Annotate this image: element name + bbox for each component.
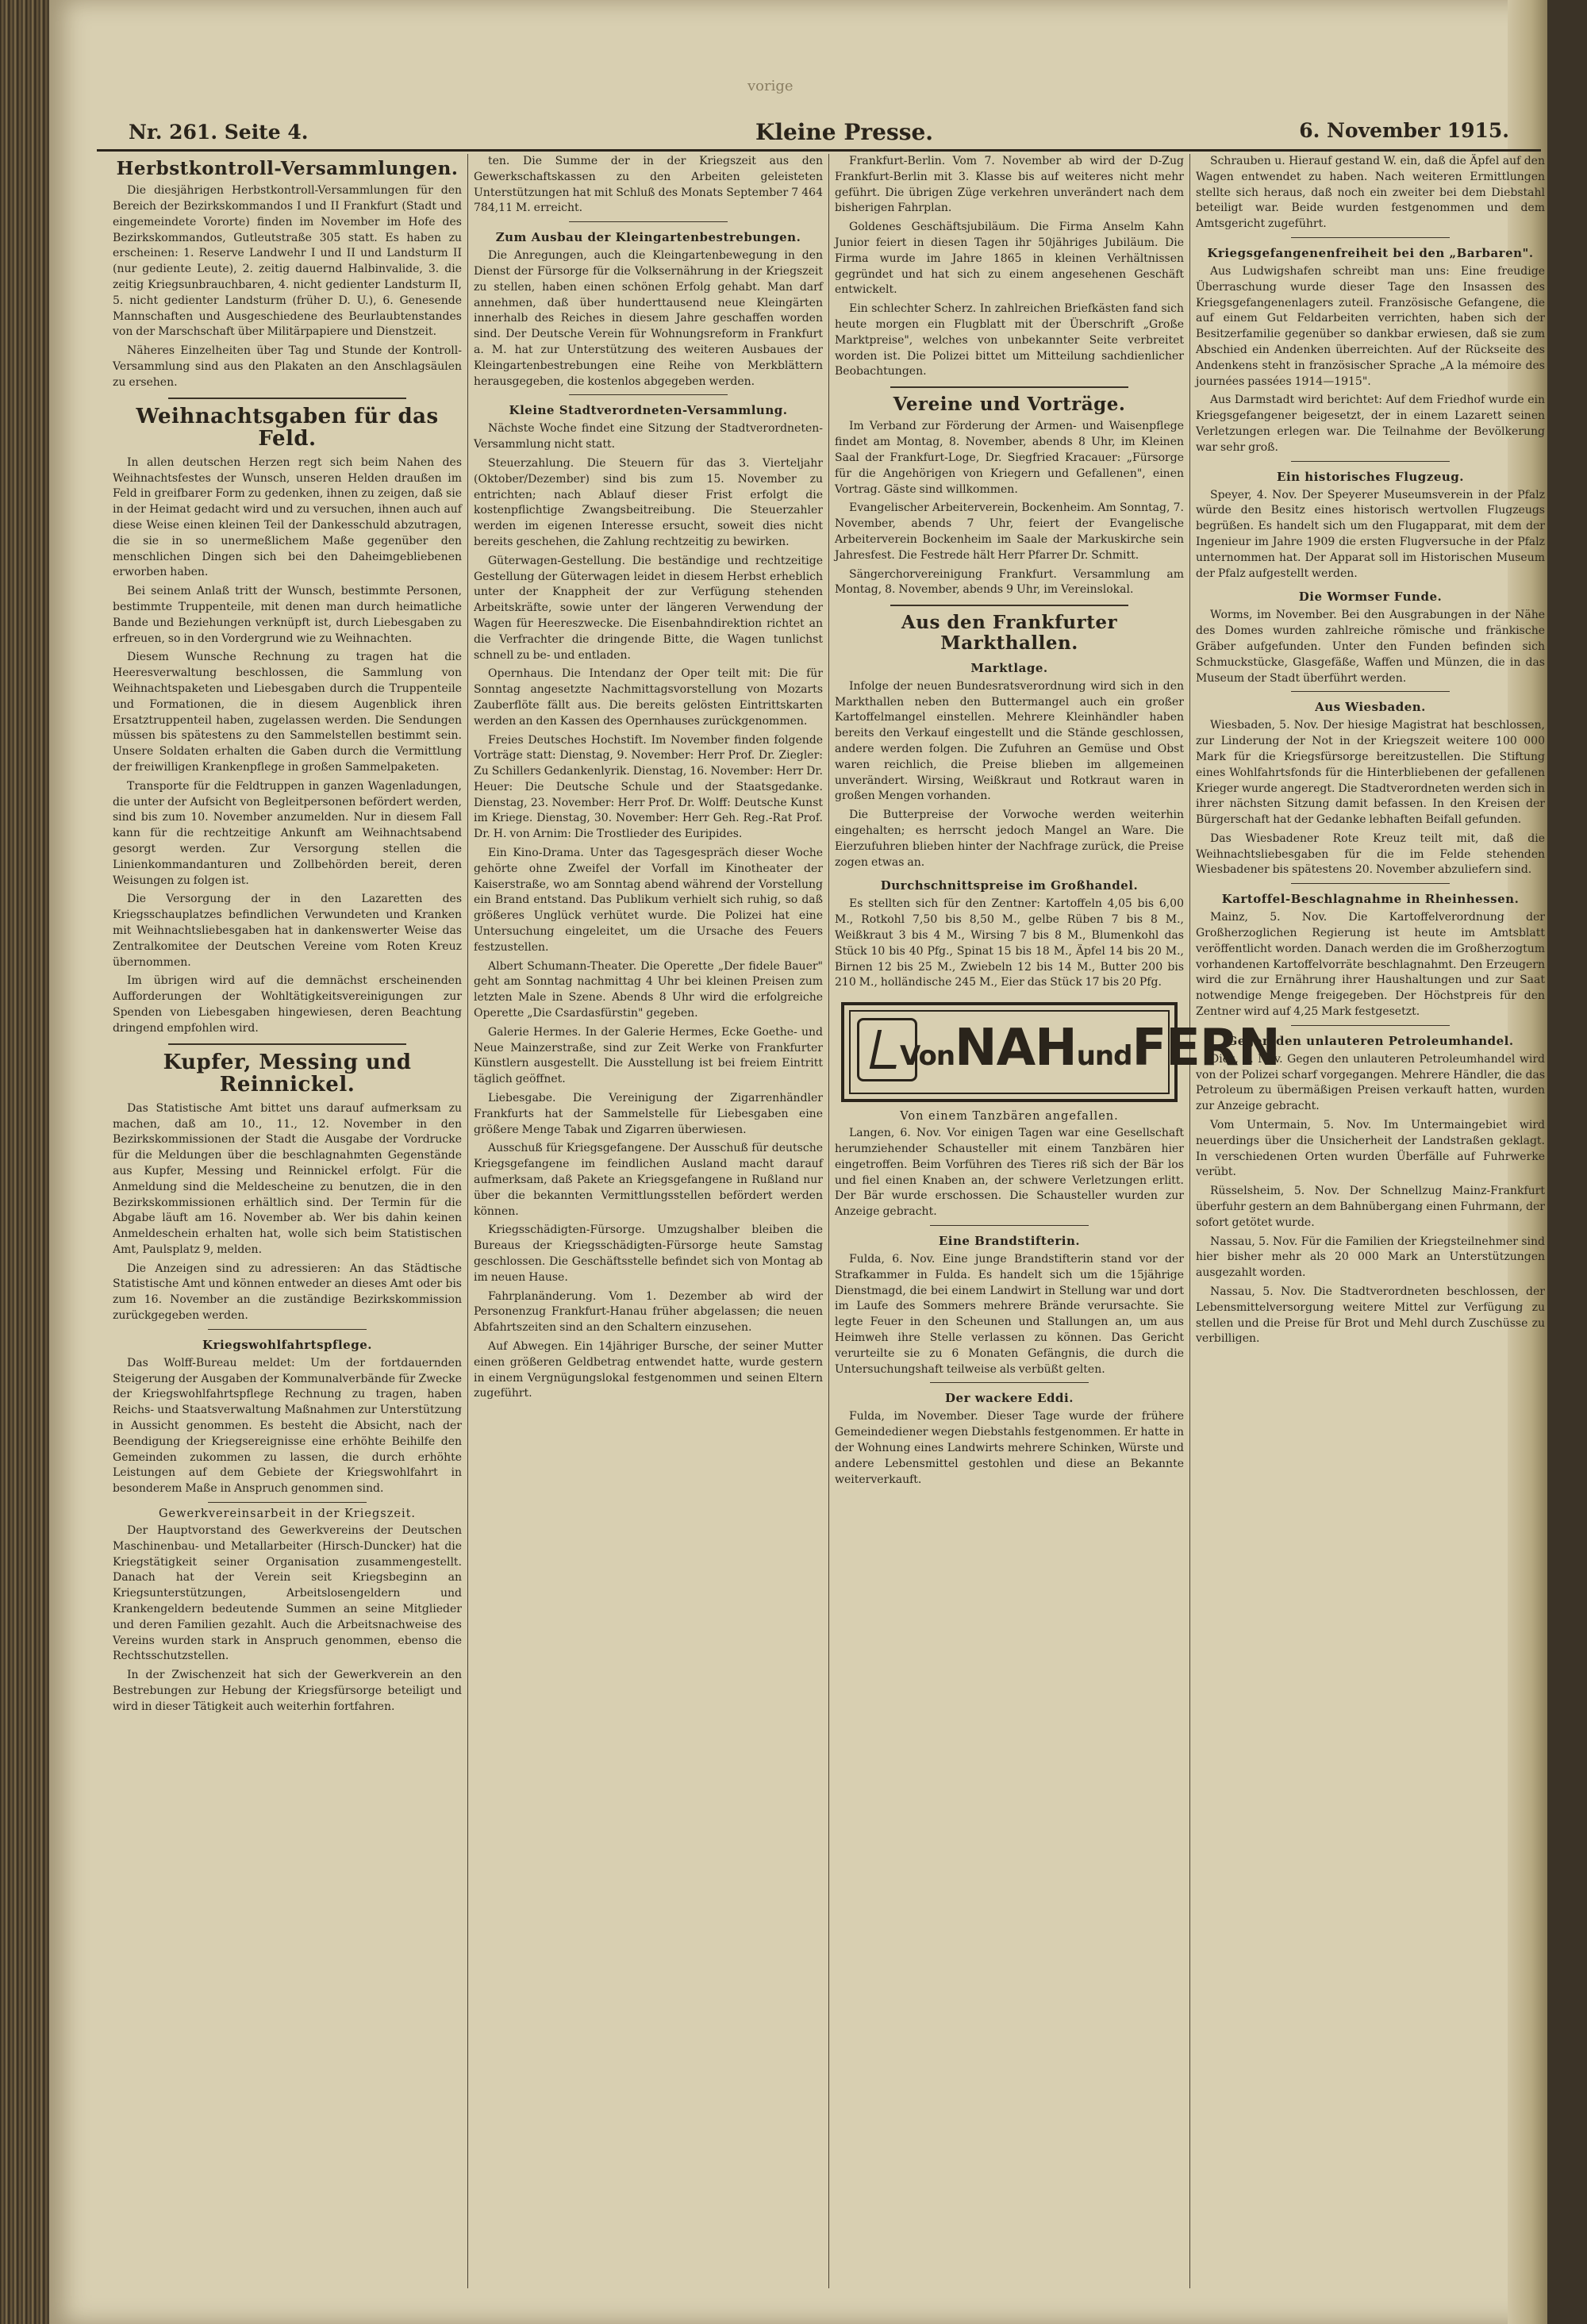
- article-paragraph: Das Wiesbadener Rote Kreuz teilt mit, daß die Weihnachtsliebesgaben für die im Felde stehenden Wiesbadener bis spätestens 20. November abzuliefern sind.: [1196, 832, 1545, 877]
- article-paragraph: Evangelischer Arbeiterverein, Bockenheim. Am Sonntag, 7. November, abends 7 Uhr, feiert der Evangelische Arbeiterverein Bockenheim im Saale der Markuskirche sein Jahresfest. Die Festrede hält Herr Pfarrer Dr. Schmitt.: [835, 501, 1184, 562]
- article-paragraph: Frankfurt-Berlin. Vom 7. November ab wird der D-Zug Frankfurt-Berlin mit 3. Klasse bis auf weiteres nicht mehr geführt. Die übrigen Züge verkehren unverändert nach dem bisherigen Fahrplan.: [835, 155, 1184, 215]
- article-paragraph: Aus Ludwigshafen schreibt man uns: Eine freudige Überraschung wurde dieser Tage den Insassen des Kriegsgefangenenlagers zuteil. Französische Gefangene, die auf einem Gut Feldarbeiten verrichten, haben sich der Besitzerfamilie gegenüber so dankbar erwiesen, daß sie zum Abschied ein Andenken überreichten. Auf der Rückseite des Andenkens steht in französischer Sprache „A la mémoire des journées passées 1914—1915".: [1196, 264, 1545, 388]
- section-separator: [208, 1502, 367, 1503]
- subheadline: Marktlage.: [970, 660, 1048, 675]
- article-paragraph: Mainz, 5. Nov. Die Kartoffelverordnung der Großherzoglichen Regierung ist heute im Amtsblatt veröffentlicht worden. Danach werden die im Großherzogtum vorhandenen Kartoffelvorräte beschlagnahmt. Den Erzeugern wird die zur Ernährung ihrer Haushaltungen und zur Saat notwendige Menge freigegeben. Der Höchstpreis für den Zentner wird auf 4,25 Mark festgesetzt.: [1196, 911, 1545, 1019]
- article-paragraph: Die Versorgung der in den Lazaretten des Kriegsschauplatzes befindlichen Verwundeten und Kranken mit Weihnachtsliebesgaben hat in dankenswerter Weise das Zentralkomitee der Deutschen Vereine vom Roten Kreuz übernommen.: [113, 893, 462, 969]
- subheadline: Durchschnittspreise im Großhandel.: [880, 878, 1139, 893]
- subheadline: Eine Brandstifterin.: [938, 1233, 1081, 1248]
- article-paragraph: Ein Kino-Drama. Unter das Tagesgespräch dieser Woche gehörte ohne Zweifel der Vorfall im Kinotheater der Kaiserstraße, wo am Sonntag abend während der Vorstellung ein Brand entstand. Das Publikum verhielt sich ruhig, so daß größeres Unglück verhütet wurde. Die Polizei hat eine Untersuchung eingeleitet, um die Ursache des Feuers festzustellen.: [474, 847, 823, 954]
- issue-number: Nr. 261. Seite 4.: [129, 121, 309, 144]
- section-separator: [168, 1043, 406, 1045]
- article-paragraph: Fulda, 6. Nov. Eine junge Brandstifterin stand vor der Strafkammer in Fulda. Es handelt sich um die 15jährige Dienstmagd, die bei einem Landwirt in Stellung war und dort im Laufe des Sommers mehrere Brände verursachte. Sie legte Feuer in den Scheunen und Stallungen an, um aus Heimweh ihre Stelle verlassen zu können. Das Gericht verurteilte sie zu 6 Monaten Gefängnis, die durch die Untersuchungshaft teilweise als verbüßt gelten.: [835, 1252, 1184, 1376]
- headline: Herbstkontroll-Versammlungen.: [116, 158, 459, 179]
- headline: Vereine und Vorträge.: [893, 394, 1126, 416]
- column-divider: [1189, 154, 1190, 2288]
- banner-word-und: und: [1076, 1040, 1132, 1073]
- article-paragraph: Diez, 5. Nov. Gegen den unlauteren Petroleumhandel wird von der Polizei scharf vorgegangen. Mehrere Händler, die das Petroleum zu übermäßigen Preisen verkauft hatten, wurden zur Anzeige gebracht.: [1196, 1052, 1545, 1113]
- article-paragraph: Albert Schumann-Theater. Die Operette „Der fidele Bauer" geht am Sonntag nachmittag 4 Uhr bei kleinen Preisen zum letzten Male in Szene. Abends 8 Uhr wird die erfolgreiche Operette „Die Csardasfürstin" gegeben.: [474, 959, 823, 1020]
- page-header: [97, 117, 1541, 152]
- banner-title: [900, 1016, 1280, 1088]
- article-paragraph: Der Hauptvorstand des Gewerkvereins der Deutschen Maschinenbau- und Metallarbeiter (Hirsch-Duncker) hat die Kriegstätigkeit seiner Organisation zusammengestellt. Danach hat der Verein seit Kriegsbeginn an Kriegsunterstützungen, Arbeitslosengeldern und Krankengeldern bedeutende Summen an seine Mitglieder und deren Familien gezahlt. Auch die Arbeitsnachweise des Vereins wurden stark in Anspruch genommen, ebenso die Rechtsschutzstellen.: [113, 1524, 462, 1663]
- article-paragraph: Die Anzeigen sind zu adressieren: An das Städtische Statistische Amt und können entweder an dieses Amt oder bis zum 16. November an die zuständige Bezirkskommission zurückgegeben werden.: [113, 1262, 462, 1323]
- article-paragraph: Worms, im November. Bei den Ausgrabungen in der Nähe des Domes wurden zahlreiche römische und fränkische Gräber aufgefunden. Unter den Funden befinden sich Schmuckstücke, Glasgefäße, Waffen und Münzen, die in das Museum der Stadt überführt werden.: [1196, 609, 1545, 685]
- subheadline: Aus Wiesbaden.: [1315, 700, 1426, 715]
- section-separator: [1291, 883, 1450, 884]
- article-paragraph: Fulda, im November. Dieser Tage wurde der frühere Gemeindediener wegen Diebstahls festgenommen. Er hatte in der Wohnung eines Landwirts mehrere Schinken, Würste und andere Lebensmittel gestohlen und diese an Bekannte weiterverkauft.: [835, 1410, 1184, 1486]
- subheadline: Zum Ausbau der Kleingartenbestrebungen.: [495, 230, 801, 245]
- article-paragraph: Fahrplanänderung. Vom 1. Dezember ab wird der Personenzug Frankfurt-Hanau früher abgelassen; die neuen Abfahrtszeiten sind an den Schaltern einzusehen.: [474, 1289, 823, 1335]
- article-paragraph: Auf Abwegen. Ein 14jähriger Bursche, der seiner Mutter einen größeren Geldbetrag entwendet hatte, wurde gestern in einem Vergnügungslokal festgenommen und seinen Eltern zugeführt.: [474, 1339, 823, 1400]
- article-paragraph: Schrauben u. Hierauf gestand W. ein, daß die Äpfel auf den Wagen entwendet zu haben. Nach weiteren Ermittlungen stellte sich heraus, daß noch ein zweiter bei dem Diebstahl beteiligt war. Beide wurden festgenommen und dem Amtsgericht zugeführt.: [1196, 155, 1545, 231]
- section-separator: [168, 398, 406, 399]
- article-paragraph: Kriegsschädigten-Fürsorge. Umzugshalber bleiben die Bureaus der Kriegsschädigten-Fürsorge heute Samstag geschlossen. Die Geschäftsstelle befindet sich von Montag ab im neuen Hause.: [474, 1223, 823, 1284]
- headline: Kupfer, Messing und Reinnickel.: [163, 1050, 412, 1097]
- section-separator: [569, 394, 728, 395]
- article-paragraph: Das Statistische Amt bittet uns darauf aufmerksam zu machen, daß am 10., 11., 12. November in den Bezirkskommissionen der Stadt die Ausgabe der Vordrucke für die Meldungen über die beschlagnahmten Gegenstände aus Kupfer, Messing und Reinnickel erfolgt. Für die Anmeldung sind die Meldescheine zu benutzen, die in den Bezirkskommissionen erhältlich sind. Der Termin für die Abgabe läuft am 16. November ab. Wer bis dahin keinen Anmeldeschein erhalten hat, wolle sich beim Statistischen Amt, Paulsplatz 9, melden.: [113, 1101, 462, 1256]
- column-2: [474, 154, 823, 2288]
- article-paragraph: Rüsselsheim, 5. Nov. Der Schnellzug Mainz-Frankfurt überfuhr gestern an dem Bahnübergang einen Fuhrmann, der sofort getötet wurde.: [1196, 1185, 1545, 1229]
- article-columns: [113, 154, 1545, 2296]
- section-separator: [1291, 1025, 1450, 1026]
- top-faint-stamp: vorige: [747, 78, 794, 94]
- article-paragraph: In der Zwischenzeit hat sich der Gewerkverein an den Bestrebungen zur Hebung der Kriegsfürsorge beteiligt und wird in dieser Tätigkeit auch weiterhin fortfahren.: [113, 1669, 462, 1713]
- article-paragraph: Im übrigen wird auf die demnächst erscheinenden Aufforderungen der Wohltätigkeitsvereinigungen zur Spenden von Liebesgaben hingewiesen, deren Beachtung dringend empfohlen wird.: [113, 974, 462, 1035]
- subheadline: Ein historisches Flugzeug.: [1277, 469, 1464, 484]
- section-separator: [208, 1329, 367, 1330]
- subheadline: Kartoffel-Beschlagnahme in Rheinhessen.: [1221, 892, 1520, 907]
- subheadline: Die Wormser Funde.: [1298, 590, 1443, 605]
- article-paragraph: Speyer, 4. Nov. Der Speyerer Museumsverein in der Pfalz würde den Besitz eines historisch wertvollen Flugzeugs begrüßen. Es handelt sich um den Flugapparat, mit dem der Ingenieur im Jahre 1909 die ersten Flugversuche in der Pfalz unternommen hat. Der Apparat soll im Historischen Museum der Pfalz aufgestellt werden.: [1196, 488, 1545, 580]
- section-separator: [930, 1225, 1089, 1226]
- column-4: [1196, 154, 1545, 2288]
- article-paragraph: Vom Untermain, 5. Nov. Im Untermaingebiet wird neuerdings über die Unsicherheit der Landstraßen geklagt. In verschiedenen Orten wurden Überfälle auf Fuhrwerke verübt.: [1196, 1119, 1545, 1179]
- banner-word-nah: NAH: [955, 1019, 1077, 1078]
- article-paragraph: Nächste Woche findet eine Sitzung der Stadtverordneten-Versammlung nicht statt.: [474, 422, 823, 451]
- article-paragraph: Die Anregungen, auch die Kleingartenbewegung in den Dienst der Fürsorge für die Volksernährung in der Kriegszeit zu stellen, haben einen schönen Erfolg gehabt. Man darf annehmen, daß über hunderttausend neue Kleingärten innerhalb des Reiches in diesem Jahre geschaffen worden sind. Der Deutsche Verein für Wohnungsreform in Frankfurt a. M. hat zur Unterstützung des weiteren Ausbaues der Kleingartenbestrebungen eine Reihe von Merkblättern herausgegeben, die kostenlos abgegeben werden.: [474, 249, 823, 388]
- article-paragraph: Freies Deutsches Hochstift. Im November finden folgende Vorträge statt: Dienstag, 9. November: Herr Prof. Dr. Ziegler: Zu Schillers Gedankenlyrik. Dienstag, 16. November: Herr Dr. Heuer: Die Deutsche Schule und der Staatsgedanke. Dienstag, 23. November: Herr Prof. Dr. Wolff: Deutsche Kunst im Kriege. Dienstag, 30. November: Herr Geh. Reg.-Rat Prof. Dr. H. von Arnim: Die Trostlieder des Euripides.: [474, 733, 823, 841]
- article-paragraph: Es stellten sich für den Zentner: Kartoffeln 4,05 bis 6,00 M., Rotkohl 7,50 bis 8,50 M., gelbe Rüben 7 bis 8 M., Weißkraut 3 bis 4 M., Wirsing 7 bis 8 M., Blumenkohl das Stück 10 bis 40 Pfg., Spinat 15 bis 18 M., Äpfel 14 bis 20 M., Birnen 12 bis 25 M., Zwiebeln 12 bis 14 M., Butter 200 bis 210 M., holländische 245 M., Eier das Stück 17 bis 20 Pfg.: [835, 897, 1184, 989]
- banner-word-fern: FERN: [1132, 1019, 1280, 1078]
- article-paragraph: Steuerzahlung. Die Steuern für das 3. Vierteljahr (Oktober/Dezember) sind bis zum 15. November zu entrichten; nach Ablauf dieser Frist erfolgt die kostenpflichtige Zwangsbeitreibung. Die Steuerzahler werden im eigenen Interesse ersucht, soweit dies nicht bereits geschehen, die Zahlung rechtzeitig zu bewirken.: [474, 456, 823, 548]
- article-paragraph: Galerie Hermes. In der Galerie Hermes, Ecke Goethe- und Neue Mainzerstraße, sind zur Zeit Werke von Frankfurter Künstlern ausgestellt. Die Ausstellung ist bei freiem Eintritt täglich geöffnet.: [474, 1025, 823, 1086]
- article-paragraph: Langen, 6. Nov. Vor einigen Tagen war eine Gesellschaft herumziehender Schausteller mit einem Tanzbären hier eingetroffen. Beim Vorführen des Tieres riß sich der Bär los und fiel einen Knaben an, der schwere Verletzungen erlitt. Der Bär wurde erschossen. Die Schausteller wurden zur Anzeige gebracht.: [835, 1127, 1184, 1219]
- article-paragraph: Ausschuß für Kriegsgefangene. Der Ausschuß für deutsche Kriegsgefangene im feindlichen Ausland macht darauf aufmerksam, daß Pakete an Kriegsgefangene in Rußland nur über die bekannten Vermittlungsstellen befördert werden können.: [474, 1142, 823, 1218]
- article-paragraph: Wiesbaden, 5. Nov. Der hiesige Magistrat hat beschlossen, zur Linderung der Not in der Kriegszeit weitere 100 000 Mark für die Kriegsfürsorge bereitzustellen. Die Stiftung eines Wohlfahrtsfonds für die Hinterbliebenen der gefallenen Krieger wurde angeregt. Die Stadtverordneten werden sich in ihrer nächsten Sitzung damit befassen. In den Kreisen der Bürgerschaft hat der Gedanke lebhaften Beifall gefunden.: [1196, 719, 1545, 827]
- column-divider: [467, 154, 468, 2288]
- article-paragraph: Aus Darmstadt wird berichtet: Auf dem Friedhof wurde ein Kriegsgefangener beigesetzt, der in einem Lazarett seinen Verletzungen erlegen war. Die Teilnahme der Bevölkerung war sehr groß.: [1196, 394, 1545, 454]
- article-paragraph: Ein schlechter Scherz. In zahlreichen Briefkästen fand sich heute morgen ein Flugblatt mit der Überschrift „Große Marktpreise", welches von unbekannter Seite verbreitet worden ist. Die Polizei bittet um Mitteilung sachdienlicher Beobachtungen.: [835, 302, 1184, 378]
- article-paragraph: Die diesjährigen Herbstkontroll-Versammlungen für den Bereich der Bezirkskommandos I und II Frankfurt (Stadt und eingemeindete Vororte) finden im November im Hofe des Bezirkskommandos, Gutleutstraße 305 statt. Es haben zu erscheinen: 1. Reserve Landwehr I und II und Landsturm II (nur gediente Leute), 2. zeitig dauernd Halbinvalide, 3. die zeitig Kriegsunbrauchbaren, 4. nicht gedienter Landsturm II, 5. nicht gedienter Landsturm (früher D. U.), 6. Genesende Mannschaften und Ausgeschiedene des Beurlaubtenstandes von der Marschschaft über Militärpapiere und Dienstzeit.: [113, 184, 462, 339]
- article-paragraph: Transporte für die Feldtruppen in ganzen Wagenladungen, die unter der Aufsicht von Begleitpersonen befördert werden, sind bis zum 10. November anzumelden. Nur in diesem Fall kann für die rechtzeitige Ankunft am Weihnachtsabend gesorgt werden. Zur Versorgung stellen die Linienkommandanturen und Zollbehörden bereit, deren Weisungen zu folgen ist.: [113, 779, 462, 887]
- article-paragraph: Diesem Wunsche Rechnung zu tragen hat die Heeresverwaltung beschlossen, die Sammlung von Weihnachtspaketen und Liebesgaben durch die Truppenteile und Formationen, die in diesem Augenblick ihren Ersatztruppenteil haben, zugelassen werden. Die Sendungen müssen bis spätestens zu den Sammelstellen bestimmt sein. Unsere Soldaten erhalten die Gaben durch die Vermittlung der freiwilligen Krankenpflege in großen Sammelpaketen.: [113, 651, 462, 774]
- article-paragraph: Näheres Einzelheiten über Tag und Stunde der Kontroll-Versammlung sind aus den Plakaten an den Anschlagsäulen zu ersehen.: [113, 344, 462, 389]
- article-paragraph: Nassau, 5. Nov. Die Stadtverordneten beschlossen, der Lebensmittelversorgung weitere Mittel zur Verfügung zu stellen und die Preise für Brot und Mehl durch Zuschüsse zu verbilligen.: [1196, 1285, 1545, 1346]
- subheadline: Gewerkvereinsarbeit in der Kriegszeit.: [158, 1508, 417, 1521]
- article-paragraph: Goldenes Geschäftsjubiläum. Die Firma Anselm Kahn Junior feiert in diesen Tagen ihr 50jähriges Jubiläum. Die Firma wurde im Jahre 1865 in kleinen Verhältnissen gegründet und hat sich zu einem angesehenen Geschäft entwickelt.: [835, 221, 1184, 297]
- section-separator: [890, 386, 1128, 388]
- subheadline: Von einem Tanzbären angefallen.: [900, 1110, 1119, 1124]
- subheadline: Gegen den unlauteren Petroleumhandel.: [1227, 1033, 1514, 1048]
- article-paragraph: Güterwagen-Gestellung. Die beständige und rechtzeitige Gestellung der Güterwagen leidet in diesem Herbst erheblich unter der Knappheit der zur Verfügung stehenden Arbeitskräfte, sowie unter der längeren Verwendung der Wagen für Heereszwecke. Die Eisenbahndirektion richtet an die Verfrachter die dringende Bitte, die Wagen tunlichst schnell zu be- und entladen.: [474, 554, 823, 662]
- article-paragraph: Sängerchorvereinigung Frankfurt. Versammlung am Montag, 8. November, abends 9 Uhr, im Vereinslokal.: [835, 567, 1184, 597]
- banner-word-von: Von: [900, 1040, 955, 1073]
- section-separator: [930, 1382, 1089, 1383]
- article-paragraph: In allen deutschen Herzen regt sich beim Nahen des Weihnachtsfestes der Wunsch, unseren Helden draußen im Feld in greifbarer Form zu gedenken, ihnen zu zeigen, daß sie in der Heimat gedacht wird und zu versuchen, ihnen auch auf diese Weise einen kleinen Teil der Dankesschuld abzutragen, die sie in so unermeßlichem Maße gegenüber den menschlichen Dingen sich bei den Daheimgebliebenen erworben haben.: [113, 455, 462, 579]
- column-1: [113, 154, 462, 2288]
- article-paragraph: Die Butterpreise der Vorwoche werden weiterhin eingehalten; es herrscht jedoch Mangel an Ware. Die Eierzufuhren blieben hinter der Nachfrage zurück, die Preise zogen etwas an.: [835, 809, 1184, 869]
- article-paragraph: ten. Die Summe der in der Kriegszeit aus den Gewerkschaftskassen zu den Arbeiten geleisteten Unterstützungen hat mit Schluß des Monats September 7 464 784,11 M. erreicht.: [474, 155, 823, 215]
- article-paragraph: Liebesgabe. Die Vereinigung der Zigarrenhändler Frankfurts hat der Sammelstelle für Liebesgaben eine größere Menge Tabak und Zigarren überwiesen.: [474, 1092, 823, 1136]
- von-nah-und-fern-banner: [841, 1002, 1280, 1102]
- headline: Weihnachtsgaben für das Feld.: [136, 404, 439, 451]
- book-binding-edge: [0, 0, 49, 2324]
- subheadline: Kleine Stadtverordneten-Versammlung.: [509, 403, 788, 418]
- newspaper-name: Kleine Presse.: [755, 119, 934, 145]
- subheadline: Kriegswohlfahrtspflege.: [202, 1337, 372, 1352]
- subheadline: Der wackere Eddi.: [945, 1391, 1074, 1406]
- column-3: [835, 154, 1280, 2288]
- article-paragraph: Bei seinem Anlaß tritt der Wunsch, bestimmte Personen, bestimmte Truppenteile, mit denen man durch heimatliche Bande und Beziehungen verknüpft ist, durch Liebesgaben zu erfreuen, so in den Vordergrund wie zu Weihnachten.: [113, 585, 462, 645]
- column-divider: [828, 154, 829, 2288]
- article-paragraph: Nassau, 5. Nov. Für die Familien der Kriegsteilnehmer sind hier bisher mehr als 20 000 Mark an Unterstützungen ausgezahlt worden.: [1196, 1235, 1545, 1280]
- headline: Aus den Frankfurter Markthallen.: [901, 612, 1118, 654]
- article-paragraph: Im Verband zur Förderung der Armen- und Waisenpflege findet am Montag, 8. November, abends 8 Uhr, im Kleinen Saal der Frankfurt-Loge, Dr. Siegfried Kracauer: „Fürsorge für die Angehörigen von Kriegern und Gefallenen", einen Vortrag. Gäste sind willkommen.: [835, 420, 1184, 496]
- article-paragraph: Infolge der neuen Bundesratsverordnung wird sich in den Markthallen neben den Buttermangel auch ein großer Kartoffelmangel einstellen. Mehrere Kleinhändler haben bereits den Verkauf eingestellt und die Stände geschlossen, andere werden folgen. Die Zufuhren an Gemüse und Obst waren reichlich, die Preise blieben im allgemeinen unverändert. Wirsing, Weißkraut und Rotkraut waren in großen Mengen vorhanden.: [835, 679, 1184, 803]
- issue-date: 6. November 1915.: [1299, 119, 1509, 142]
- newspaper-page: [49, 0, 1547, 2324]
- article-paragraph: Das Wolff-Bureau meldet: Um der fortdauernden Steigerung der Ausgaben der Kommunalverbände für Zwecke der Kriegswohlfahrtspflege Rechnung zu tragen, haben Reichs- und Staatsverwaltung Maßnahmen zur Unterstützung in Aussicht genommen. Es besteht die Absicht, nach der Beendigung der Kriegsereignisse eine erhöhte Beihilfe den Gemeinden zukommen zu lassen, die durch erhöhte Leistungen auf dem Gebiete der Kriegswohlfahrt in besonderem Maße in Anspruch genommen sind.: [113, 1356, 462, 1496]
- section-separator: [890, 605, 1128, 606]
- article-paragraph: Opernhaus. Die Intendanz der Oper teilt mit: Die für Sonntag angesetzte Nachmittagsvorstellung von Mozarts Zauberflöte fällt aus. Die bereits gelösten Eintrittskarten werden an den Kassen des Opernhauses zurückgenommen.: [474, 667, 823, 728]
- section-separator: [569, 221, 728, 222]
- section-separator: [1291, 691, 1450, 692]
- section-separator: [1291, 237, 1450, 238]
- subheadline: Kriegsgefangenenfreiheit bei den „Barbaren".: [1207, 245, 1534, 260]
- section-separator: [1291, 461, 1450, 462]
